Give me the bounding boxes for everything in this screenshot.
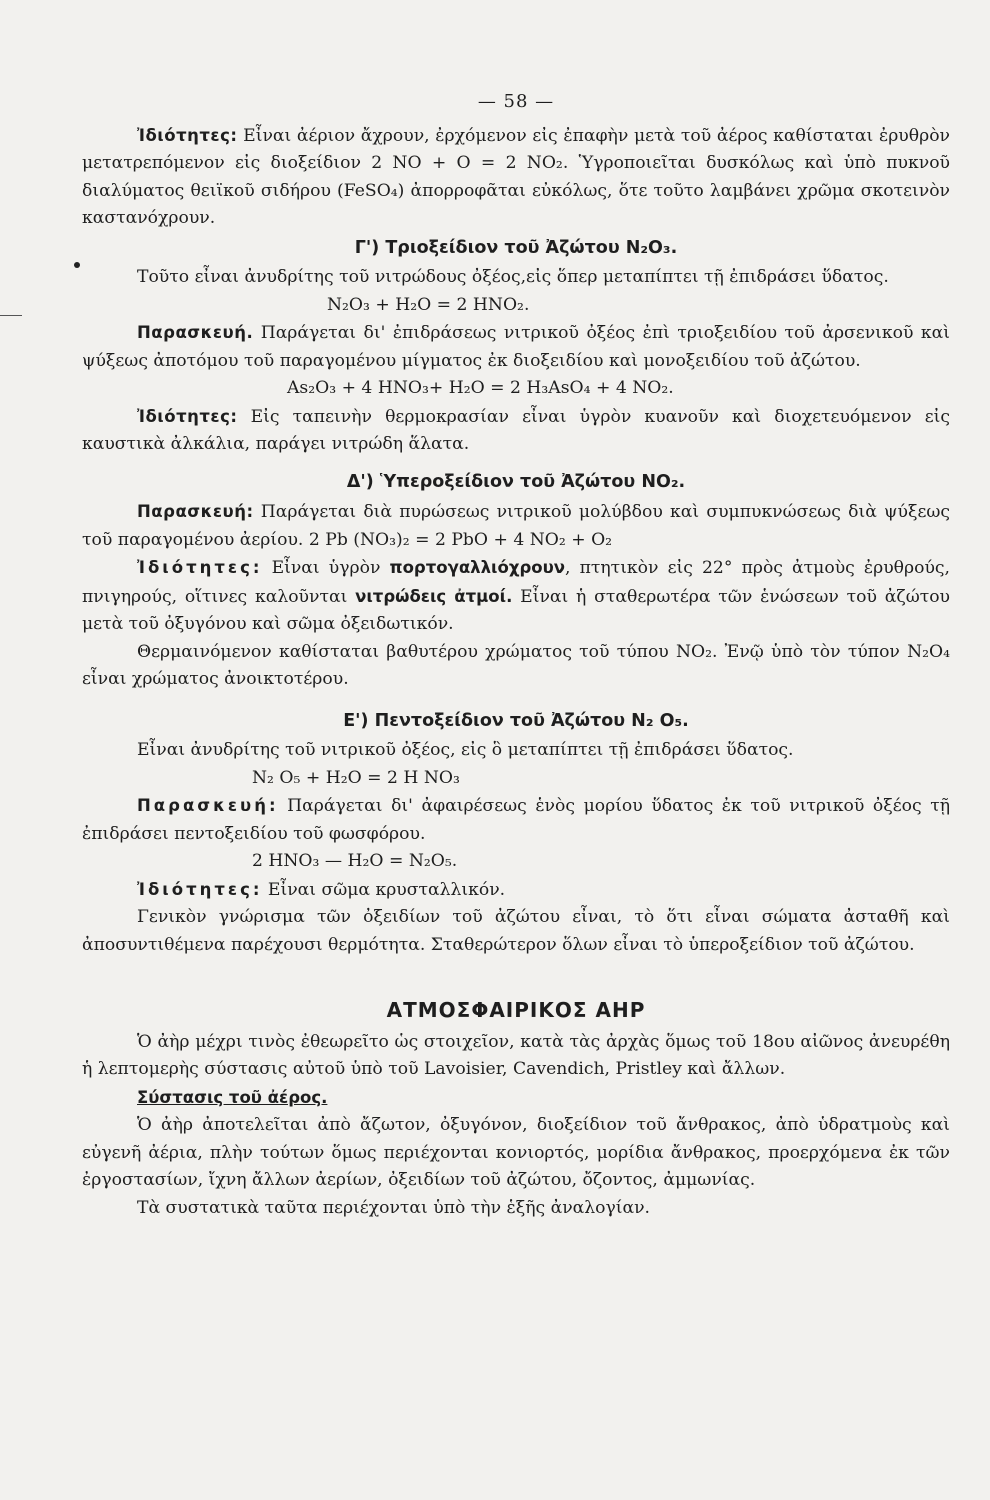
properties-text: Εἶναι ἀέριον ἄχρουν, ἐρχόμενον εἰς ἐπαφὴν μετὰ τοῦ ἀέρος καθίσταται ἐρυθρὸν μετατρεπόμενον εἰς διοξείδιον 2 NO + O = 2 NO₂. Ὑγροποιεῖται δυσκόλως καὶ ὑπὸ πυκνοῦ διαλύματος θειϊκοῦ σιδήρου (FeSO₄) ἀπορροφᾶται εὐκόλως, ὅτε τοῦτο λαμβάνει χρῶμα σκοτεινὸν καστανόχρουν.: [82, 125, 950, 228]
formula-arsenic: As₂O₃ + 4 HNO₃+ H₂O = 2 H₃AsO₄ + 4 NO₂.: [287, 378, 674, 398]
composition-subheading: Σύστασις τοῦ ἀέρος.: [137, 1087, 328, 1107]
peroxide-properties: [82, 554, 950, 639]
trioxide-properties: [82, 403, 950, 459]
properties-label: Ἰδιότητες:: [137, 558, 263, 577]
trioxide-intro: Τοῦτο εἶναι ἀνυδρίτης τοῦ νιτρώδους ὀξέος,εἰς ὅπερ μεταπίπτει τῇ ἐπιδράσει ὕδατος.: [137, 267, 889, 287]
section-heading-pentoxide: Ε') Πεντοξείδιον τοῦ Ἀζώτου N₂ O₅.: [343, 710, 689, 731]
pentoxide-intro: Εἶναι ἀνυδρίτης τοῦ νιτρικοῦ ὀξέος, εἰς ὃ μεταπίπτει τῇ ἐπιδράσει ὕδατος.: [137, 740, 794, 760]
chapter-heading-air: ΑΤΜΟΣΦΑΙΡΙΚΟΣ ΑΗΡ: [386, 998, 646, 1022]
properties-text-c: Εἶναι ἡ σταθερωτέρα τῶν ἑνώσεων τοῦ ἀζώτου μετὰ τοῦ ὀξυγόνου καὶ σῶμα ὀξειδωτικόν.: [82, 586, 951, 634]
peroxide-heating: Θερμαινόμενον καθίσταται βαθυτέρου χρώματος τοῦ τύπου NO₂. Ἐνῷ ὑπὸ τὸν τύπον N₂O₄ εἶναι χρώματος ἀνοικτοτέρου.: [82, 641, 950, 689]
preparation-label: Παρασκευή.: [137, 323, 254, 342]
properties-text: Εἰς ταπεινὴν θερμοκρασίαν εἶναι ὑγρὸν κυανοῦν καὶ διοχετευόμενον εἰς καυστικὰ ἀλκάλια, παράγει νιτρώδη ἅλατα.: [82, 406, 950, 454]
preparation-label: Παρασκευή:: [137, 796, 279, 815]
properties-bold-b: νιτρώδεις ἀτμοί.: [355, 586, 513, 606]
general-remark: Γενικὸν γνώρισμα τῶν ὀξειδίων τοῦ ἀζώτου εἶναι, τὸ ὅτι εἶναι σώματα ἀσταθῆ καὶ ἀποσυντιθέμενα παρέχουσι θερμότητα. Σταθερώτερον ὅλων εἶναι τὸ ὑπεροξείδιον τοῦ ἀζώτου.: [82, 907, 950, 955]
air-composition: Ὁ ἀὴρ ἀποτελεῖται ἀπὸ ἄζωτον, ὀξυγόνον, διοξείδιον τοῦ ἄνθρακος, ἀπὸ ὑδρατμοὺς καὶ εὐγενῆ ἀέρια, πλὴν τούτων ὅμως περιέχονται κονιορτός, μορίδια ἄνθρακος, προερχόμενα ἐκ τῶν ἐργοστασίων, ἴχνη ἄλλων ἀερίων, ὀξειδίων τοῦ ἀζώτου, ὄζοντος, ἀμμωνίας.: [82, 1115, 950, 1190]
properties-label: Ἰδιότητες:: [137, 406, 238, 426]
properties-label: Ἰδιότητες:: [137, 125, 238, 145]
pentoxide-preparation: [82, 792, 950, 848]
section-heading-peroxide: Δ') Ὑπεροξείδιον τοῦ Ἀζώτου NO₂.: [346, 471, 686, 492]
margin-dot: [74, 262, 80, 268]
paragraph-no-properties: [82, 122, 950, 233]
preparation-text: Παράγεται διὰ πυρώσεως νιτρικοῦ μολύβδου καὶ συμπυκνώσεως διὰ ψύξεως τοῦ παραγομένου ἀερίου. 2 Pb (NO₃)₂ = 2 PbO + 4 NO₂ + O₂: [82, 502, 950, 550]
page-number: — 58 —: [477, 91, 555, 112]
air-ratio-intro: Τὰ συστατικὰ ταῦτα περιέχονται ὑπὸ τὴν ἑξῆς ἀναλογίαν.: [137, 1197, 651, 1218]
trioxide-preparation: [82, 319, 950, 375]
air-history: Ὁ ἀὴρ μέχρι τινὸς ἐθεωρεῖτο ὡς στοιχεῖον, κατὰ τὰς ἀρχὰς ὅμως τοῦ 18ου αἰῶνος ἀνευρέθη ἡ λεπτομερὴς σύστασις αὐτοῦ ὑπὸ τοῦ Lavoisier, Cavendich, Pristley καὶ ἄλλων.: [82, 1031, 950, 1079]
formula-pentoxide-water: N₂ O₅ + H₂O = 2 H NO₃: [252, 767, 460, 788]
properties-text-a: Εἶναι ὑγρὸν: [271, 558, 381, 578]
margin-tick: [0, 315, 22, 316]
pentoxide-properties: [82, 876, 950, 905]
properties-text-b: , πτητικὸν εἰς 22° πρὸς ἀτμοὺς ἐρυθρούς, πνιγηρούς, οἵτινες καλοῦνται: [82, 558, 950, 607]
properties-label: Ἰδιότητες:: [137, 879, 263, 899]
preparation-text: Παράγεται δι' ἐπιδράσεως νιτρικοῦ ὀξέος ἐπὶ τριοξειδίου τοῦ ἀρσενικοῦ καὶ ψύξεως ἀποτόμου τοῦ παραγομένου μίγματος ἐκ διοξειδίου καὶ μονοξειδίου τοῦ ἀζώτου.: [82, 323, 950, 371]
formula-trioxide-water: N₂O₃ + H₂O = 2 HNO₂.: [327, 294, 530, 315]
preparation-text: Παράγεται δι' ἀφαιρέσεως ἑνὸς μορίου ὕδατος ἐκ τοῦ νιτρικοῦ ὀξέος τῇ ἐπιδράσει πεντοξειδίου τοῦ φωσφόρου.: [82, 796, 950, 844]
properties-bold-a: πορτογαλλιόχρουν: [389, 558, 565, 577]
air-composition-heading-line: [82, 1084, 950, 1113]
preparation-label: Παρασκευή:: [137, 502, 254, 521]
formula-dehydration: 2 HNO₃ — H₂O = N₂O₅.: [252, 851, 458, 871]
properties-text: Εἶναι σῶμα κρυσταλλικόν.: [267, 879, 506, 900]
section-heading-trioxide: Γ') Τριοξείδιον τοῦ Ἀζώτου N₂O₃.: [354, 237, 678, 258]
peroxide-preparation: [82, 498, 950, 554]
